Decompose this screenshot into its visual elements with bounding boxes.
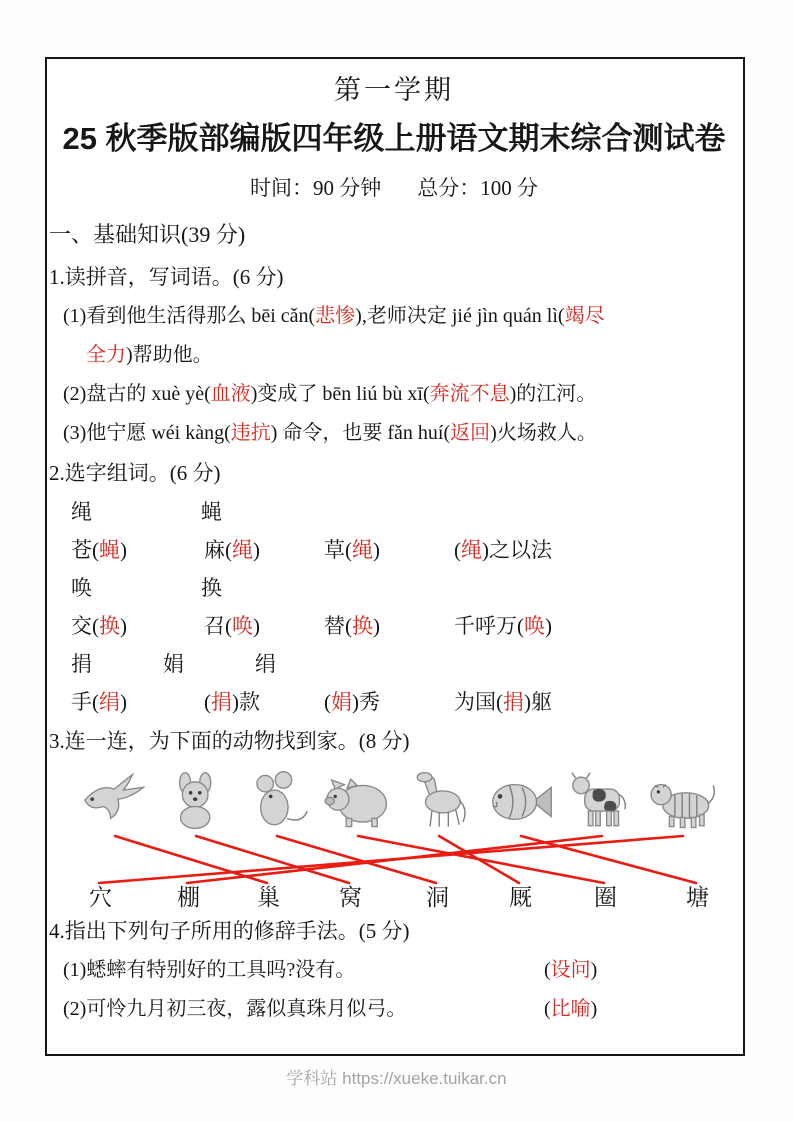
question-line (49, 375, 739, 414)
answer-paren: ) (590, 998, 598, 1020)
word-cell (71, 493, 201, 531)
word-cell (71, 531, 204, 569)
question-text: 娟 (163, 652, 184, 676)
question-text: ) (120, 614, 127, 638)
connection-line (196, 836, 349, 883)
question-text: ) (253, 538, 260, 562)
question-text: ) 命令，也要 fǎn huí( (270, 422, 451, 444)
question-line (49, 414, 739, 453)
home-word: 穴 (89, 885, 112, 910)
answer-text: 全力 (86, 344, 126, 366)
home-word: 塘 (686, 885, 709, 910)
word-cell (201, 569, 331, 607)
question-line (49, 297, 739, 336)
answer (544, 951, 597, 990)
question-text: ( (204, 690, 211, 714)
question-text: ) (120, 538, 127, 562)
pig-icon (319, 769, 400, 833)
answer-text: 返回 (450, 422, 491, 444)
connection-lines (75, 833, 725, 911)
q1-lines (49, 297, 739, 453)
home-word: 洞 (426, 885, 449, 910)
word-cell (201, 493, 331, 531)
question-text: )帮助他。 (126, 344, 213, 366)
answer-text: 娟 (331, 690, 352, 714)
answer-text: 绳 (352, 538, 373, 562)
answer-text: 绳 (461, 538, 482, 562)
question-text: ) (120, 690, 127, 714)
question-text: )变成了 bēn liú bù xī( (250, 383, 430, 405)
mouse-icon (238, 769, 319, 833)
section-1-heading: 一、基础知识(39 分) (49, 222, 246, 247)
answer-text: 蝇 (99, 538, 120, 562)
word-cell (71, 645, 163, 683)
answer-text: 绢 (99, 690, 120, 714)
question-text: (2)可怜九月初三夜，露似真珠月似弓。 (63, 998, 407, 1020)
question-text: 换 (201, 576, 222, 600)
word-cell (71, 569, 201, 607)
question-text: )躯 (524, 690, 552, 714)
word-cell (163, 645, 255, 683)
animals-row (75, 761, 725, 833)
answer-text: 奔流不息 (429, 383, 510, 405)
answer-text: 唤 (524, 614, 545, 638)
question-text: ( (454, 538, 461, 562)
question-text: ) (253, 614, 260, 638)
answer-text: 换 (99, 614, 120, 638)
connection-line (277, 836, 436, 883)
word-cell (454, 683, 552, 721)
question-text: ) (545, 614, 552, 638)
home-word: 圈 (594, 885, 617, 910)
semester-title: 第一学期 (334, 75, 454, 105)
question-text: )火场救人。 (490, 422, 597, 444)
word-answer-row (49, 683, 739, 721)
word-cell (324, 607, 454, 645)
question-text: 替( (324, 614, 352, 638)
question-text: 绳 (71, 500, 92, 524)
q3-title: 3.连一连，为下面的动物找到家。(8 分) (49, 729, 410, 753)
question-text: 交( (71, 614, 99, 638)
word-cell (255, 645, 347, 683)
answer-text: 捐 (211, 690, 232, 714)
answer-text: 比喻 (550, 998, 591, 1020)
word-cell (204, 683, 324, 721)
question-line (49, 990, 739, 1029)
question-text: 麻( (204, 538, 232, 562)
exam-meta (49, 165, 739, 211)
answer-text: 换 (352, 614, 373, 638)
exam-title: 25 秋季版部编版四年级上册语文期末综合测试卷 (62, 121, 726, 156)
dog-icon (156, 769, 237, 833)
question-text: )的江河。 (509, 383, 597, 405)
word-cell (71, 607, 204, 645)
character-bank-row (49, 569, 739, 607)
word-answer-row (49, 531, 739, 569)
cow-icon (563, 769, 644, 833)
q2-title: 2.选字组词。(6 分) (49, 461, 221, 485)
answer-text: 唤 (232, 614, 253, 638)
question-text: 为国( (454, 690, 503, 714)
character-bank-row (49, 493, 739, 531)
character-bank-row (49, 645, 739, 683)
answer-text: 竭尽 (564, 305, 605, 327)
footer-watermark: 学科站 https://xueke.tuikar.cn (286, 1069, 507, 1088)
answer-paren: ( (544, 998, 551, 1020)
home-word: 巢 (257, 885, 280, 910)
question-line (49, 336, 739, 375)
question-text: 蝇 (201, 500, 222, 524)
question-text: 千呼万( (454, 614, 524, 638)
question-text: )之以法 (482, 538, 552, 562)
word-cell (454, 607, 552, 645)
question-text: (2)盘古的 xuè yè( (63, 383, 211, 405)
q2-word-rows (49, 493, 739, 721)
question-text: (3)他宁愿 wéi kàng( (63, 422, 231, 444)
fish-icon (481, 769, 562, 833)
question-text: 绢 (255, 652, 276, 676)
answer-text: 捐 (503, 690, 524, 714)
question-text: 捐 (71, 652, 92, 676)
word-answer-row (49, 607, 739, 645)
word-cell (71, 683, 204, 721)
tiger-icon (644, 769, 725, 833)
connection-area (75, 833, 725, 911)
question-line (49, 951, 739, 990)
home-word: 窝 (339, 885, 362, 910)
answer-paren: ) (590, 959, 598, 981)
answer-text: 违抗 (230, 422, 271, 444)
question-text: )款 (232, 690, 260, 714)
question-text: (1)看到他生活得那么 bēi cǎn( (63, 305, 316, 327)
word-cell (454, 531, 552, 569)
word-cell (204, 607, 324, 645)
question-text: 召( (204, 614, 232, 638)
question-text: ) (373, 538, 380, 562)
answer-paren: ( (544, 959, 551, 981)
q1-title: 1.读拼音，写词语。(6 分) (49, 265, 284, 289)
connection-line (439, 836, 519, 883)
answer-text: 血液 (210, 383, 251, 405)
question-text: 手( (71, 690, 99, 714)
home-word: 厩 (509, 885, 532, 910)
question-text: ),老师决定 jié jìn quán lì( (355, 305, 565, 327)
word-cell (204, 531, 324, 569)
word-cell (324, 531, 454, 569)
q3-matching-area (75, 761, 725, 911)
question-text: (1)蟋蟀有特别好的工具吗?没有。 (63, 959, 356, 981)
question-text: ( (324, 690, 331, 714)
score-label: 总分：100 分 (417, 176, 538, 200)
word-cell (324, 683, 454, 721)
horse-icon (400, 769, 481, 833)
q4-title: 4.指出下列句子所用的修辞手法。(5 分) (49, 919, 410, 943)
question-text: 草( (324, 538, 352, 562)
question-text: ) (373, 614, 380, 638)
answer (544, 990, 597, 1029)
question-text: 唤 (71, 576, 92, 600)
page-border (45, 57, 745, 1056)
answer-text: 设问 (550, 959, 591, 981)
question-text: 苍( (71, 538, 99, 562)
time-label: 时间：90 分钟 (250, 176, 382, 200)
question-text: )秀 (352, 690, 380, 714)
bird-icon (75, 769, 156, 833)
answer-text: 绳 (232, 538, 253, 562)
answer-text: 悲惨 (315, 305, 356, 327)
home-word: 棚 (177, 885, 200, 910)
